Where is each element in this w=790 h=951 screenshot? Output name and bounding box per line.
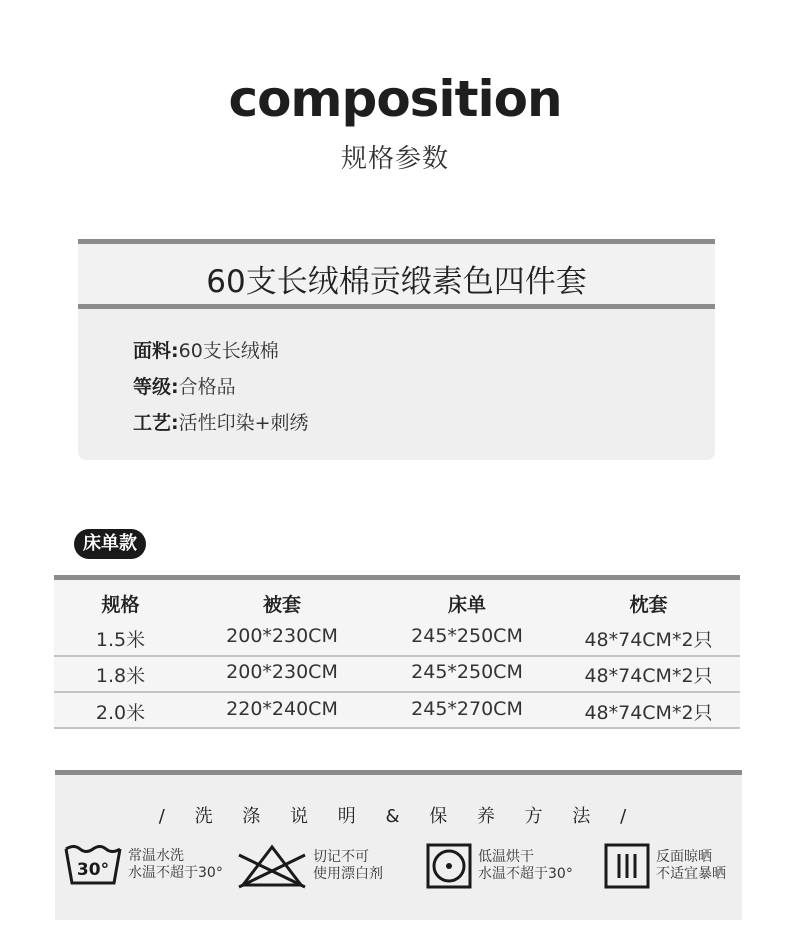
row-divider <box>54 727 740 729</box>
header-cell: 规格 <box>101 594 140 616</box>
care-line: 反面晾晒 <box>656 849 712 865</box>
tumble-dry-low-icon <box>426 843 472 889</box>
care-item-dry <box>426 843 573 889</box>
table-cell: 245*270CM <box>411 698 523 720</box>
spec-key: 工艺: <box>133 412 179 434</box>
product-name: 60支长绒棉贡缎素色四件套 <box>206 264 587 300</box>
header-cell: 被套 <box>262 594 301 616</box>
spec-value: 活性印染+刺绣 <box>178 412 309 434</box>
care-line: 水温不超于30° <box>478 866 573 882</box>
no-bleach-icon <box>237 843 307 889</box>
care-line: 使用漂白剂 <box>313 866 383 882</box>
table-row <box>54 661 740 688</box>
care-line: 切记不可 <box>313 849 369 865</box>
table-cell: 200*230CM <box>226 625 338 647</box>
page-subtitle: 规格参数 <box>340 144 449 174</box>
spec-list <box>133 336 309 444</box>
row-divider <box>54 691 740 693</box>
spec-key: 面料: <box>133 340 179 362</box>
table-row <box>54 625 740 652</box>
care-line: 不适宜暴晒 <box>656 866 726 882</box>
care-line: 低温烘干 <box>478 849 534 865</box>
table-cell: 48*74CM*2只 <box>584 665 713 687</box>
table-cell: 48*74CM*2只 <box>584 629 713 651</box>
spec-value: 60支长绒棉 <box>178 340 279 362</box>
page-title: composition <box>228 70 562 128</box>
care-text <box>128 848 223 882</box>
care-section <box>55 770 742 920</box>
table-cell: 48*74CM*2只 <box>584 702 713 724</box>
care-text <box>478 849 573 883</box>
table-cell: 245*250CM <box>411 625 523 647</box>
care-line: 常温水洗 <box>128 848 184 864</box>
table-cell: 1.8米 <box>95 665 146 687</box>
spec-row-grade <box>133 372 309 408</box>
care-text <box>313 849 383 883</box>
header-cell: 枕套 <box>629 594 668 616</box>
care-title: / 洗 涤 说 明 & 保 养 方 法 / <box>158 806 639 827</box>
spec-row-fabric <box>133 336 309 372</box>
table-top-bar <box>54 575 740 580</box>
spec-value: 合格品 <box>178 376 236 398</box>
wash-30-icon <box>64 843 122 887</box>
table-cell: 245*250CM <box>411 661 523 683</box>
care-top-bar <box>55 770 742 775</box>
table-cell: 220*240CM <box>226 698 338 720</box>
bed-sheet-badge: 床单款 <box>74 529 146 559</box>
spec-header <box>78 239 715 309</box>
table-header-row <box>54 590 740 617</box>
wash-temp-label: 30° <box>76 860 110 880</box>
care-text <box>656 849 726 883</box>
row-divider <box>54 655 740 657</box>
care-item-bleach <box>237 843 383 889</box>
spec-row-craft <box>133 408 309 444</box>
spec-card <box>78 239 715 460</box>
care-line: 水温不超于30° <box>128 865 223 881</box>
header-cell: 床单 <box>447 594 486 616</box>
table-cell: 2.0米 <box>95 702 146 724</box>
table-cell: 200*230CM <box>226 661 338 683</box>
care-item-wash <box>64 843 223 887</box>
care-item-shade <box>604 843 726 889</box>
spec-key: 等级: <box>133 376 179 398</box>
shade-dry-icon <box>604 843 650 889</box>
size-table <box>54 575 740 729</box>
table-row <box>54 698 740 725</box>
table-cell: 1.5米 <box>95 629 146 651</box>
